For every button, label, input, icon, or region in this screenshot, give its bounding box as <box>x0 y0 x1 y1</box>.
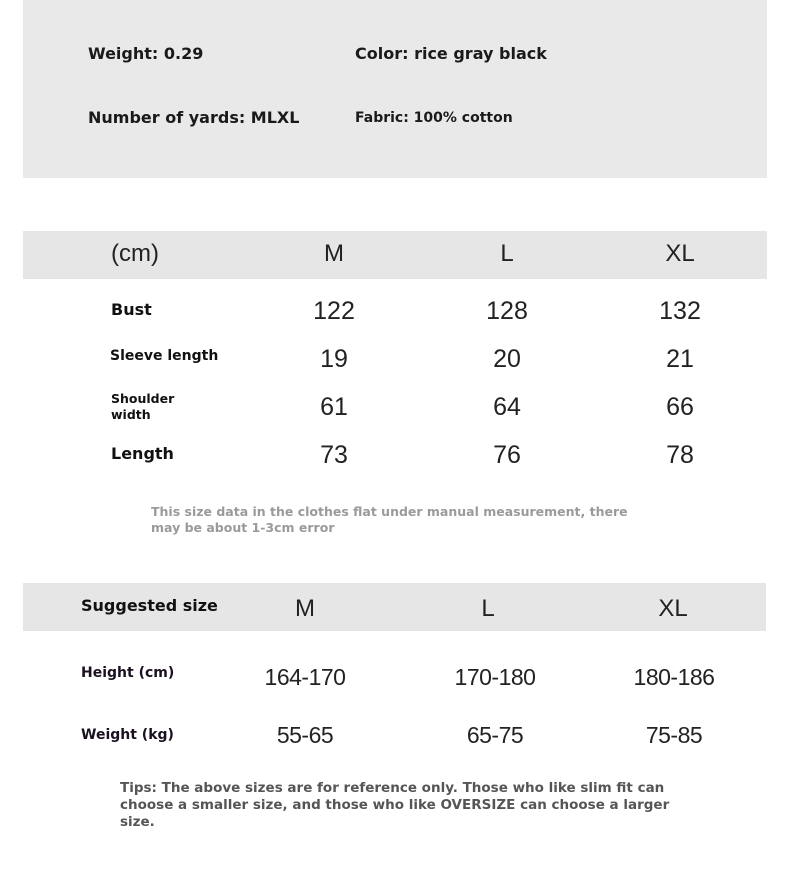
table-cell: 128 <box>486 297 528 325</box>
size-header-m: M <box>324 240 344 267</box>
table-cell: 73 <box>320 441 348 469</box>
table-cell: 19 <box>320 345 348 373</box>
yards-info: Number of yards: MLXL <box>88 108 300 127</box>
table-cell: 132 <box>659 297 701 325</box>
table-cell: 21 <box>666 345 694 373</box>
size-header-xl: XL <box>665 240 695 267</box>
unit-header: (cm) <box>111 240 159 267</box>
product-info-panel <box>23 0 767 178</box>
table-cell: 122 <box>313 297 355 325</box>
table-cell: 65-75 <box>466 722 524 748</box>
row-label-bust: Bust <box>111 300 152 319</box>
table-cell: 20 <box>493 345 521 373</box>
table-cell: 76 <box>493 441 521 469</box>
row-label-length: Length <box>111 444 174 463</box>
size-tips: Tips: The above sizes are for reference only. Those who like slim fit can choose a smaller size, and those who like OVERSIZE can choose a larger size. <box>120 780 670 830</box>
table-cell: 66 <box>666 393 694 421</box>
row-label-line: Shoulder <box>111 391 175 406</box>
row-label-height: Height (cm) <box>81 665 175 681</box>
suggested-header-l: L <box>481 595 495 622</box>
row-label-sleeve-length: Sleeve length <box>110 348 219 364</box>
weight-info: Weight: 0.29 <box>88 44 204 63</box>
color-info: Color: rice gray black <box>355 44 547 63</box>
table-cell: 61 <box>320 393 348 421</box>
row-label-line: width <box>111 407 151 422</box>
table-cell: 164-170 <box>264 664 346 690</box>
row-label-weight: Weight (kg) <box>81 727 174 743</box>
fabric-info: Fabric: 100% cotton <box>355 110 513 126</box>
table-cell: 170-180 <box>454 664 536 690</box>
table-cell: 55-65 <box>276 722 334 748</box>
table-cell: 64 <box>493 393 521 421</box>
suggested-header-m: M <box>295 595 315 622</box>
table-cell: 78 <box>666 441 694 469</box>
size-header-l: L <box>500 240 514 267</box>
table-cell: 180-186 <box>633 664 715 690</box>
suggested-size-title: Suggested size <box>81 596 218 615</box>
measurement-note: This size data in the clothes flat under manual measurement, there may be about 1-3cm error <box>151 504 628 535</box>
row-label-shoulder-width <box>111 391 174 423</box>
suggested-header-xl: XL <box>658 595 688 622</box>
table-cell: 75-85 <box>645 722 703 748</box>
